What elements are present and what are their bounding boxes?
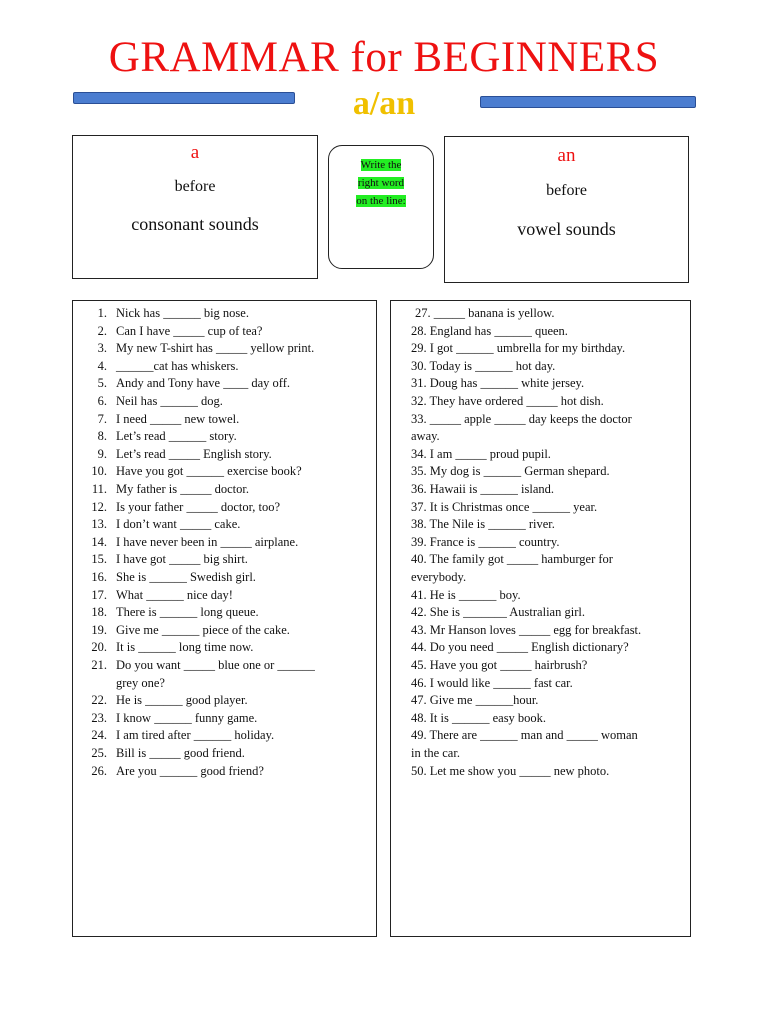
- question-number: 8.: [97, 429, 107, 444]
- question-number: 17.: [91, 587, 107, 602]
- question-item: [83, 481, 249, 498]
- question-number: 7.: [97, 411, 107, 426]
- question-item: 36. Hawaii is ______ island.: [411, 482, 555, 496]
- question-number: 23.: [91, 710, 107, 725]
- question-text: Have you got ______ exercise book?: [116, 464, 302, 479]
- question-item: 43. Mr Hanson loves _____ egg for breakfast.: [411, 622, 642, 637]
- question-item: 29. I got ______ umbrella for my birthday.: [411, 341, 626, 356]
- question-item: [83, 516, 240, 533]
- question-text: Is your father _____ doctor, too?: [116, 499, 281, 514]
- rule-before-an: before: [546, 182, 587, 199]
- question-text: What ______ nice day!: [116, 587, 233, 602]
- question-item: 32. They have ordered _____ hot dish.: [411, 394, 604, 408]
- question-number: 16.: [91, 570, 107, 584]
- question-number: 10.: [91, 464, 107, 479]
- question-item: [83, 305, 249, 322]
- question-item: [83, 763, 264, 780]
- question-item: everybody.: [411, 570, 467, 584]
- rule-before-a: before: [174, 178, 216, 195]
- question-number: 15.: [91, 552, 107, 567]
- question-item: 50. Let me show you _____ new photo.: [411, 763, 610, 778]
- question-text: Neil has ______ dog.: [116, 394, 223, 408]
- question-item: 47. Give me ______hour.: [411, 693, 539, 708]
- question-text: He is ______ good player.: [116, 693, 248, 708]
- question-number: 25.: [91, 746, 107, 760]
- question-text: I don’t want _____ cake.: [116, 517, 241, 532]
- question-number: 22.: [91, 693, 107, 708]
- rule-letter-a: a: [190, 142, 200, 163]
- question-item: 30. Today is ______ hot day.: [411, 358, 556, 373]
- question-item: [83, 428, 237, 445]
- question-item: [83, 604, 259, 621]
- question-text: I am tired after ______ holiday.: [116, 728, 275, 743]
- question-item: [83, 569, 256, 586]
- question-text: grey one?: [116, 675, 165, 690]
- instruction-line-1: Write the: [360, 159, 402, 171]
- question-item: [83, 675, 165, 692]
- question-text: She is ______ Swedish girl.: [116, 570, 256, 584]
- instruction-line-3: on the line:: [356, 195, 406, 207]
- question-item: [83, 692, 248, 709]
- question-item: [83, 375, 290, 392]
- question-item: 40. The family got _____ hamburger for: [411, 552, 613, 567]
- question-text: Nick has ______ big nose.: [116, 306, 249, 320]
- question-item: 34. I am _____ proud pupil.: [411, 446, 551, 461]
- question-number: 3.: [97, 341, 107, 356]
- question-item: 46. I would like ______ fast car.: [411, 675, 573, 690]
- question-item: [83, 727, 274, 744]
- question-number: 26.: [91, 763, 107, 778]
- question-number: 12.: [91, 499, 107, 514]
- question-text: I know ______ funny game.: [116, 710, 258, 725]
- question-number: 21.: [91, 658, 107, 672]
- question-item: 31. Doug has ______ white jersey.: [411, 376, 585, 391]
- question-item: [83, 657, 315, 674]
- question-item: 28. England has ______ queen.: [411, 323, 568, 338]
- question-text: My new T-shirt has _____ yellow print.: [116, 341, 315, 356]
- question-number: 9.: [97, 446, 107, 461]
- question-text: Let’s read ______ story.: [116, 429, 237, 444]
- question-item: [83, 340, 314, 357]
- question-text: ______cat has whiskers.: [116, 358, 239, 373]
- question-item: 45. Have you got _____ hairbrush?: [411, 658, 588, 672]
- question-number: 19.: [91, 622, 107, 637]
- question-text: Give me ______ piece of the cake.: [116, 622, 290, 637]
- rule-box-an: [444, 136, 689, 283]
- question-number: 11.: [91, 482, 107, 496]
- question-number: 1.: [97, 306, 107, 320]
- question-number: 6.: [97, 394, 107, 408]
- question-text: Let’s read _____ English story.: [116, 446, 272, 461]
- rule-letter-an: an: [557, 145, 576, 166]
- question-item: [83, 534, 298, 551]
- question-item: [83, 551, 248, 568]
- question-number: 20.: [91, 640, 107, 655]
- question-number: 14.: [91, 534, 107, 549]
- question-item: [83, 446, 272, 463]
- question-item: [83, 639, 253, 656]
- question-item: 33. _____ apple _____ day keeps the doctor: [411, 411, 632, 426]
- question-number: 2.: [97, 323, 107, 338]
- instruction-text: [349, 156, 413, 210]
- question-number: 18.: [91, 605, 107, 620]
- question-item: 39. France is ______ country.: [411, 534, 560, 549]
- rule-box-a: [72, 135, 318, 279]
- question-item: [83, 710, 257, 727]
- question-item: [83, 622, 290, 639]
- question-number: 13.: [91, 517, 107, 532]
- question-number: 24.: [91, 728, 107, 743]
- question-text: Andy and Tony have ____ day off.: [116, 376, 290, 391]
- question-text: My father is _____ doctor.: [116, 482, 249, 496]
- question-item: in the car.: [411, 746, 460, 760]
- question-item: 27. _____ banana is yellow.: [415, 306, 555, 320]
- rule-sounds-a: consonant sounds: [131, 214, 259, 234]
- question-item: [83, 745, 245, 762]
- question-text: Bill is _____ good friend.: [116, 746, 245, 760]
- question-item: away.: [411, 429, 440, 444]
- question-item: [83, 323, 262, 340]
- question-text: Do you want _____ blue one or ______: [116, 658, 315, 672]
- question-item: 35. My dog is ______ German shepard.: [411, 464, 610, 479]
- page-subtitle: a/an: [352, 85, 416, 122]
- question-item: 42. She is _______ Australian girl.: [411, 605, 585, 620]
- question-text: Can I have _____ cup of tea?: [116, 323, 263, 338]
- exercise-panel-left: [72, 300, 377, 937]
- question-text: It is ______ long time now.: [116, 640, 254, 655]
- rule-sounds-an: vowel sounds: [517, 219, 616, 239]
- question-item: 48. It is ______ easy book.: [411, 710, 547, 725]
- instruction-line-2: right word: [357, 177, 405, 189]
- question-item: 49. There are ______ man and _____ woman: [411, 728, 638, 743]
- question-text: I have got _____ big shirt.: [116, 552, 248, 567]
- question-number: 5.: [97, 376, 107, 391]
- question-text: I need _____ new towel.: [116, 411, 240, 426]
- question-text: There is ______ long queue.: [116, 605, 259, 620]
- question-item: 37. It is Christmas once ______ year.: [411, 499, 598, 514]
- instruction-box: [328, 145, 434, 269]
- question-item: 44. Do you need _____ English dictionary?: [411, 640, 629, 655]
- question-item: [83, 587, 233, 604]
- question-item: [83, 393, 223, 410]
- question-item: 41. He is ______ boy.: [411, 587, 521, 602]
- question-item: 38. The Nile is ______ river.: [411, 517, 555, 532]
- question-item: [83, 499, 280, 516]
- question-item: [83, 358, 239, 375]
- question-text: Are you ______ good friend?: [116, 763, 264, 778]
- exercise-panel-right: [390, 300, 691, 937]
- question-text: I have never been in _____ airplane.: [116, 534, 299, 549]
- question-number: 4.: [97, 358, 107, 373]
- question-item: [83, 463, 302, 480]
- page-title: GRAMMAR for BEGINNERS: [108, 34, 660, 81]
- question-item: [83, 411, 239, 428]
